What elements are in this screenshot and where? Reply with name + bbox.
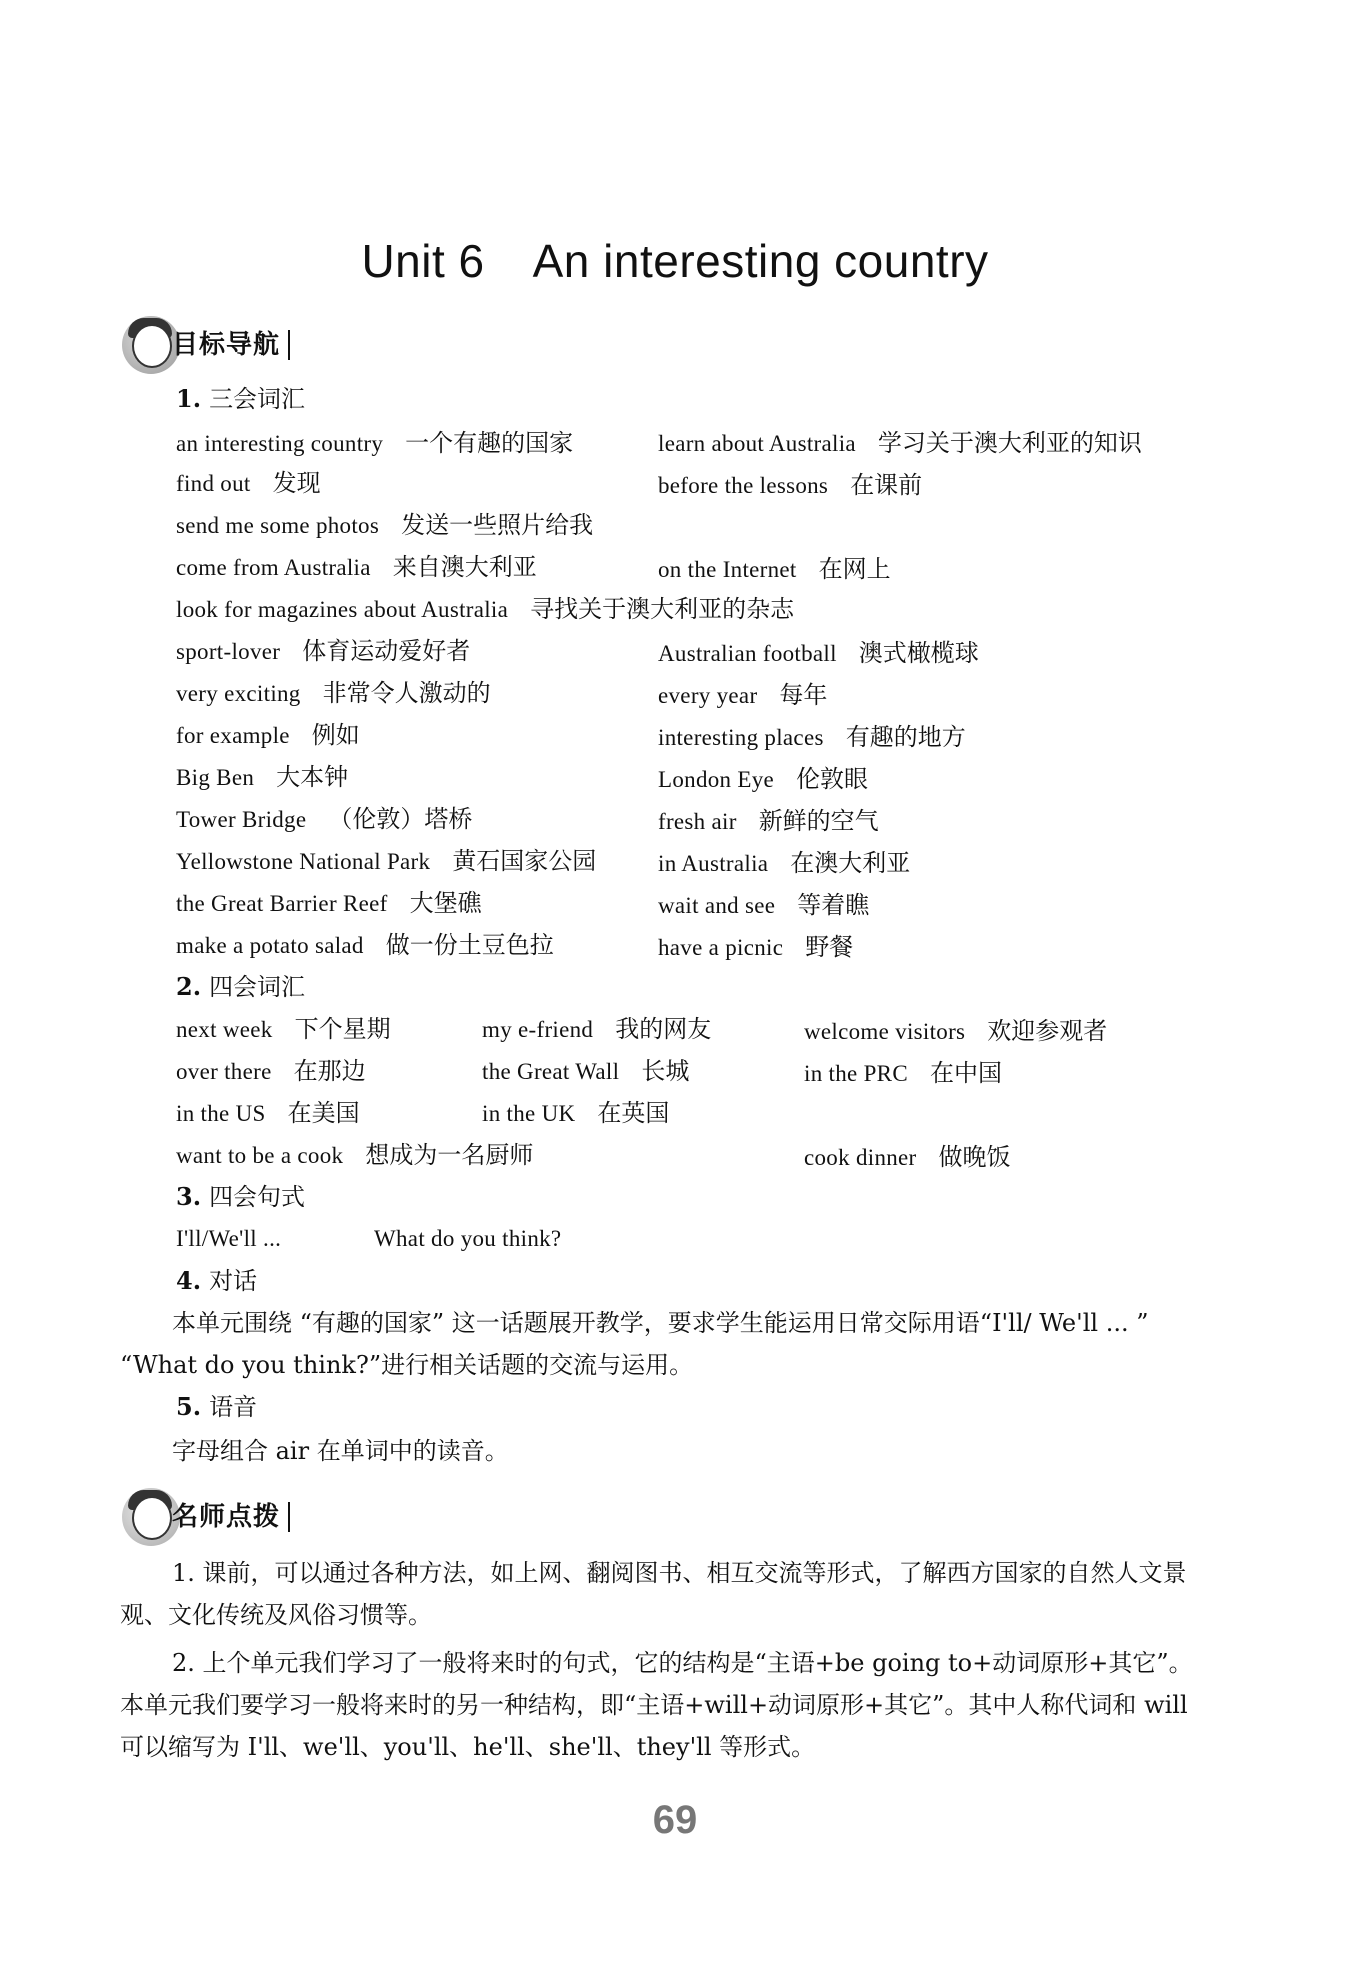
vocab-entry: before the lessons 在课前: [658, 471, 923, 499]
page-title: [0, 234, 1350, 288]
vocab-entry: have a picnic 野餐: [658, 933, 854, 961]
vocab-entry: in the PRC 在中国: [804, 1059, 1002, 1087]
vocab-entry: interesting places 有趣的地方: [658, 723, 966, 751]
vocab-entry: welcome visitors 欢迎参观者: [804, 1017, 1108, 1045]
unit-label: Unit 6: [361, 235, 485, 287]
vocab-entry: find out 发现: [176, 469, 321, 497]
vocab-entry: Tower Bridge （伦敦）塔桥: [176, 805, 473, 833]
vocab-entry: send me some photos 发送一些照片给我: [176, 511, 594, 539]
subheading: 5. 语音: [176, 1392, 258, 1421]
tip-paragraph: 2. 上个单元我们学习了一般将来时的句式，它的结构是“主语+be going to+动词原形+其它”。本单元我们要学习一般将来时的另一种结构，即“主语+will+动词原形+其它”。其中人称代词和 will 可以缩写为 I'll、we'll、you'll、he'll、she'll、they'll 等形式。: [120, 1649, 1193, 1761]
vocab-entry: fresh air 新鲜的空气: [658, 807, 879, 835]
tip-paragraph: 1. 课前，可以通过各种方法，如上网、翻阅图书、相互交流等形式，了解西方国家的自然人文景观、文化传统及风俗习惯等。: [120, 1559, 1187, 1629]
vocab-entry: an interesting country 一个有趣的国家: [176, 429, 574, 457]
vocab-entry: over there 在那边: [176, 1057, 366, 1085]
vocab-entry: Big Ben 大本钟: [176, 763, 349, 791]
vocab-entry: learn about Australia 学习关于澳大利亚的知识: [658, 429, 1142, 457]
section-title: 目标导航: [172, 330, 290, 360]
vocab-entry: my e-friend 我的网友: [482, 1015, 712, 1043]
vocab-entry: for example 例如: [176, 721, 360, 749]
vocab-entry: the Great Wall 长城: [482, 1057, 690, 1085]
vocab-entry: on the Internet 在网上: [658, 555, 891, 583]
vocab-entry: wait and see 等着瞧: [658, 891, 870, 919]
vocab-entry: in the US 在美国: [176, 1099, 360, 1127]
subheading: 4. 对话: [176, 1266, 258, 1295]
section-header-goals: [122, 316, 322, 374]
vocab-entry: sport-lover 体育运动爱好者: [176, 637, 471, 665]
vocab-entry: make a potato salad 做一份土豆色拉: [176, 931, 554, 959]
section-title: 名师点拨: [172, 1502, 290, 1532]
vocab-entry: every year 每年: [658, 681, 828, 709]
vocab-entry: cook dinner 做晚饭: [804, 1143, 1011, 1171]
vocab-entry: next week 下个星期: [176, 1015, 391, 1043]
vocab-entry: come from Australia 来自澳大利亚: [176, 553, 537, 581]
vocab-entry: in the UK 在英国: [482, 1099, 670, 1127]
sentence-pattern: What do you think?: [374, 1226, 562, 1251]
subheading: 3. 四会句式: [176, 1182, 306, 1211]
vocab-entry: very exciting 非常令人激动的: [176, 679, 491, 707]
subheading: 1. 三会词汇: [176, 384, 306, 413]
mascot-face-icon: [132, 1496, 172, 1540]
vocab-entry: in Australia 在澳大利亚: [658, 849, 911, 877]
mascot-face-icon: [132, 324, 172, 368]
section-header-tips: [122, 1488, 322, 1546]
vocab-entry: Yellowstone National Park 黄石国家公园: [176, 847, 597, 875]
subheading: 2. 四会词汇: [176, 972, 306, 1001]
vocab-entry: Australian football 澳式橄榄球: [658, 639, 979, 667]
vocab-entry: the Great Barrier Reef 大堡礁: [176, 889, 482, 917]
vocab-entry: want to be a cook 想成为一名厨师: [176, 1141, 534, 1169]
phonics-paragraph: 字母组合 air 在单词中的读音。: [172, 1437, 509, 1465]
vocab-entry: look for magazines about Australia 寻找关于澳大利亚的杂志: [176, 595, 795, 623]
unit-name: An interesting country: [532, 235, 989, 287]
dialogue-paragraph: 本单元围绕 “有趣的国家” 这一话题展开教学，要求学生能运用日常交际用语“I'll/ We'll ... ” “What do you think?”进行相关话题的交流与运用。: [120, 1309, 1149, 1379]
page-number: 69: [652, 1798, 698, 1842]
sentence-pattern: I'll/We'll ...: [176, 1226, 282, 1251]
vocab-entry: London Eye 伦敦眼: [658, 765, 869, 793]
